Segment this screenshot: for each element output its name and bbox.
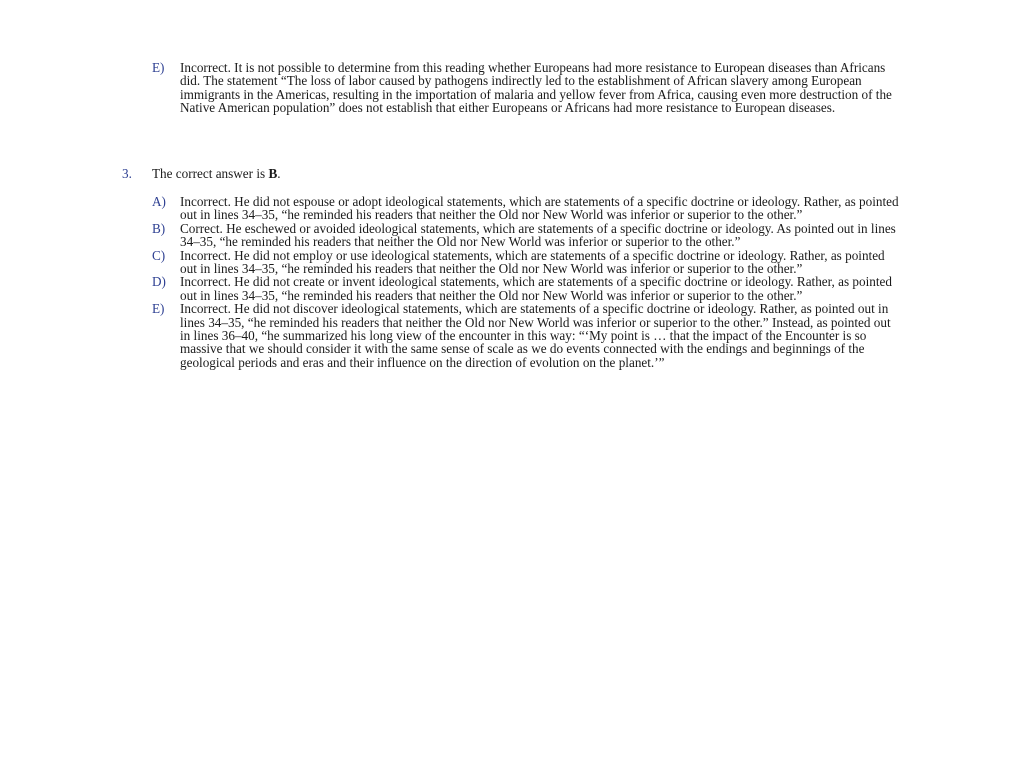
correct-answer-letter: B (268, 166, 278, 181)
answer-explanation: Incorrect. He did not create or invent ideological statements, which are statements of a specific doctrine or ideology. Rather, as pointed out in lines 34–35, “he reminded his readers that neither the Old nor New World was inferior or superior to the other.” (180, 274, 892, 303)
question-3-header (122, 167, 902, 181)
answer-item-c (152, 249, 904, 276)
answer-letter: D) (152, 274, 166, 290)
answer-letter: B) (152, 220, 166, 236)
answer-explanation: Incorrect. He did not employ or use ideological statements, which are statements of a specific doctrine or ideology. Rather, as pointed out in lines 34–35, “he reminded his readers that neither the Old nor New World was inferior or superior to the other.” (180, 247, 885, 277)
answer-letter: C) (152, 247, 166, 263)
correct-answer-suffix: . (277, 166, 281, 181)
answer-explanation: Incorrect. He did not discover ideological statements, which are statements of a specific doctrine or ideology. Rather, as pointed out in lines 34–35, “he reminded his readers that neither the Old nor New World was inferior or superior to the other.” Instead, as pointed out in lines 36–40, “he summarized his long view of the encounter in this way: “‘My point is … that the impact of the Encounter is so massive that we should consider it with the same sense of scale as we do events connected with the endings and beginnings of the geological periods and eras and their influence on the direction of evolution on the planet.’” (180, 301, 891, 370)
answer-item-a (152, 195, 904, 222)
correct-answer-prefix: The correct answer is (152, 166, 269, 181)
answer-item-b (152, 222, 904, 249)
answer-item (152, 61, 892, 115)
answer-letter: E) (152, 60, 165, 75)
answer-letter: E) (152, 301, 165, 317)
answer-item-e (152, 302, 904, 369)
question-3-answers (152, 195, 904, 369)
answer-item-d (152, 275, 904, 302)
correct-answer-statement (152, 167, 281, 181)
answer-explanation: Incorrect. It is not possible to determine from this reading whether Europeans had more resistance to European diseases than Africans did. The statement “The loss of labor caused by pathogens indirectly led to the establishment of African slavery among European immigrants in the Americas, resulting in the importation of malaria and yellow fever from Africa, causing even more destruction of the Native American population” does not establish that either Europeans or Africans had more resistance to European diseases. (180, 60, 892, 116)
answer-explanation: Incorrect. He did not espouse or adopt ideological statements, which are statements of a specific doctrine or ideology. Rather, as pointed out in lines 34–35, “he reminded his readers that neither the Old nor New World was inferior or superior to the other.” (180, 194, 899, 223)
previous-question-answer-e (152, 61, 892, 115)
answer-explanation: Correct. He eschewed or avoided ideological statements, which are statements of a specific doctrine or ideology. As pointed out in lines 34–35, “he reminded his readers that neither the Old nor New World was inferior or superior to the other.” (180, 220, 896, 250)
answer-letter: A) (152, 194, 166, 209)
question-number: 3. (122, 166, 132, 181)
